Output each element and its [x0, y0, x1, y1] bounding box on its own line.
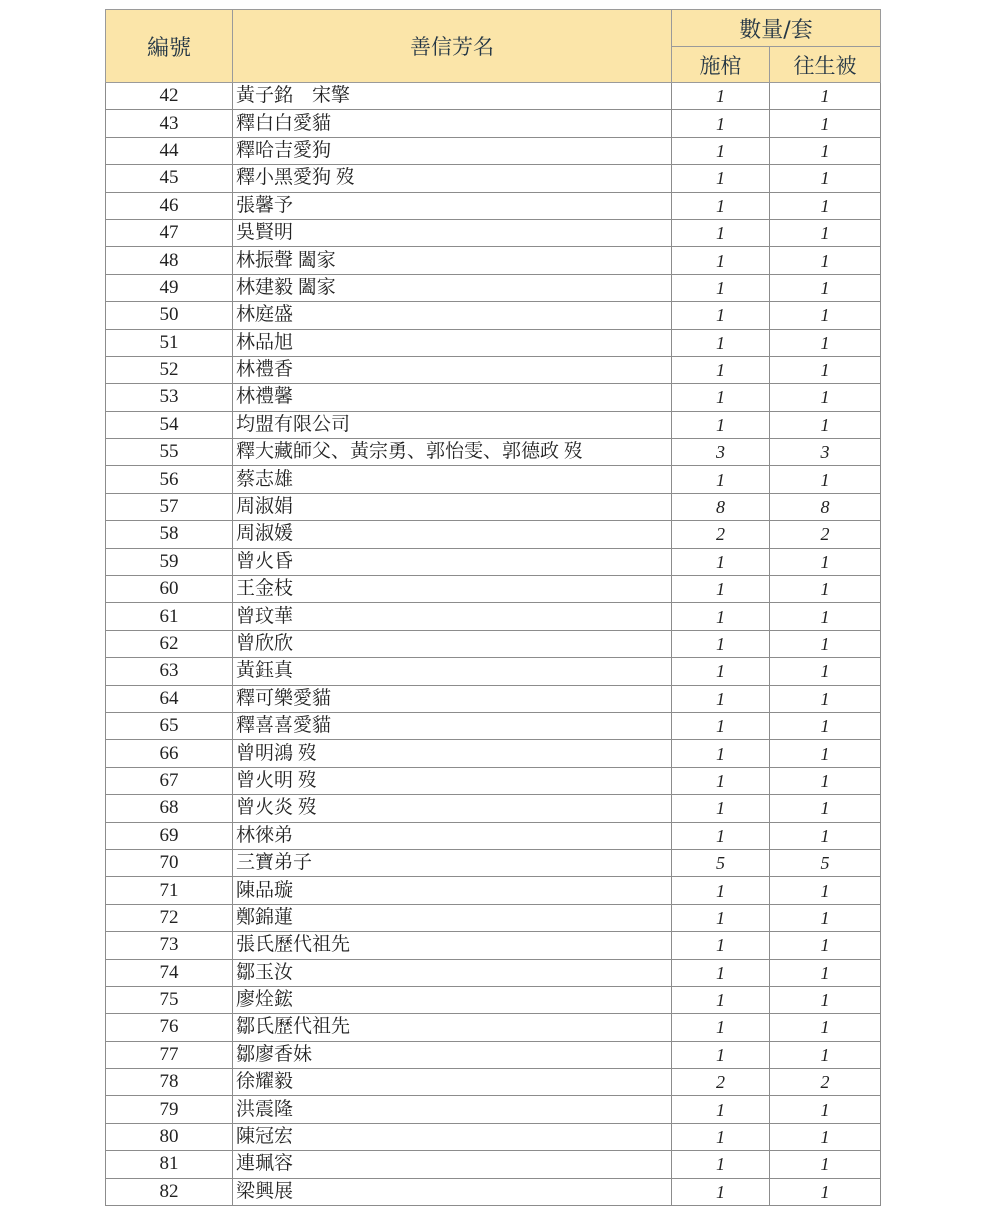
- row-donor-name: 曾火明 歿: [233, 767, 672, 794]
- row-number: 58: [106, 521, 233, 548]
- row-number: 77: [106, 1041, 233, 1068]
- row-number: 79: [106, 1096, 233, 1123]
- row-number: 52: [106, 356, 233, 383]
- row-number: 50: [106, 302, 233, 329]
- row-coffin-qty: 8: [672, 493, 770, 520]
- row-quilt-qty: 1: [770, 1151, 881, 1178]
- table-row: [106, 493, 881, 520]
- table-row: [106, 548, 881, 575]
- row-donor-name: 鄒氏歷代祖先: [233, 1014, 672, 1041]
- table-row: [106, 1069, 881, 1096]
- row-donor-name: 均盟有限公司: [233, 411, 672, 438]
- row-quilt-qty: 1: [770, 356, 881, 383]
- row-coffin-qty: 1: [672, 274, 770, 301]
- row-quilt-qty: 1: [770, 384, 881, 411]
- row-donor-name: 廖烇鋐: [233, 986, 672, 1013]
- row-coffin-qty: 1: [672, 795, 770, 822]
- row-donor-name: 洪震隆: [233, 1096, 672, 1123]
- table-row: [106, 192, 881, 219]
- row-number: 76: [106, 1014, 233, 1041]
- table-row: [106, 712, 881, 739]
- row-quilt-qty: 1: [770, 712, 881, 739]
- table-row: [106, 849, 881, 876]
- row-quilt-qty: 1: [770, 658, 881, 685]
- table-row: [106, 329, 881, 356]
- table-row: [106, 466, 881, 493]
- row-quilt-qty: 1: [770, 1014, 881, 1041]
- row-number: 68: [106, 795, 233, 822]
- row-coffin-qty: 1: [672, 904, 770, 931]
- table-row: [106, 1041, 881, 1068]
- row-quilt-qty: 1: [770, 986, 881, 1013]
- row-donor-name: 周淑媛: [233, 521, 672, 548]
- row-coffin-qty: 1: [672, 712, 770, 739]
- row-donor-name: 王金枝: [233, 576, 672, 603]
- table-row: [106, 83, 881, 110]
- row-coffin-qty: 1: [672, 466, 770, 493]
- row-number: 56: [106, 466, 233, 493]
- row-quilt-qty: 1: [770, 576, 881, 603]
- row-number: 45: [106, 165, 233, 192]
- row-coffin-qty: 1: [672, 384, 770, 411]
- row-coffin-qty: 1: [672, 1096, 770, 1123]
- row-number: 70: [106, 849, 233, 876]
- row-quilt-qty: 1: [770, 329, 881, 356]
- row-number: 62: [106, 630, 233, 657]
- row-donor-name: 陳品璇: [233, 877, 672, 904]
- row-coffin-qty: 1: [672, 630, 770, 657]
- row-donor-name: 蔡志雄: [233, 466, 672, 493]
- row-donor-name: 林品旭: [233, 329, 672, 356]
- row-coffin-qty: 1: [672, 740, 770, 767]
- header-number: 編號: [106, 10, 233, 83]
- row-number: 80: [106, 1123, 233, 1150]
- row-quilt-qty: 1: [770, 83, 881, 110]
- row-coffin-qty: 1: [672, 548, 770, 575]
- row-donor-name: 連珮容: [233, 1151, 672, 1178]
- row-number: 74: [106, 959, 233, 986]
- row-quilt-qty: 2: [770, 1069, 881, 1096]
- table-row: [106, 1014, 881, 1041]
- row-donor-name: 鄭錦蓮: [233, 904, 672, 931]
- row-number: 47: [106, 219, 233, 246]
- row-coffin-qty: 1: [672, 1178, 770, 1205]
- table-row: [106, 274, 881, 301]
- table-row: [106, 904, 881, 931]
- row-donor-name: 吳賢明: [233, 219, 672, 246]
- row-number: 57: [106, 493, 233, 520]
- table-row: [106, 302, 881, 329]
- row-number: 48: [106, 247, 233, 274]
- row-donor-name: 徐耀毅: [233, 1069, 672, 1096]
- row-donor-name: 林建毅 闔家: [233, 274, 672, 301]
- row-number: 69: [106, 822, 233, 849]
- row-coffin-qty: 1: [672, 986, 770, 1013]
- row-number: 59: [106, 548, 233, 575]
- row-coffin-qty: 1: [672, 302, 770, 329]
- table-row: [106, 685, 881, 712]
- row-quilt-qty: 1: [770, 411, 881, 438]
- row-coffin-qty: 1: [672, 1151, 770, 1178]
- row-quilt-qty: 1: [770, 165, 881, 192]
- row-coffin-qty: 1: [672, 959, 770, 986]
- table-row: [106, 521, 881, 548]
- table-row: [106, 110, 881, 137]
- table-row: [106, 795, 881, 822]
- row-donor-name: 周淑娟: [233, 493, 672, 520]
- row-donor-name: 曾欣欣: [233, 630, 672, 657]
- row-quilt-qty: 1: [770, 959, 881, 986]
- row-quilt-qty: 1: [770, 1178, 881, 1205]
- row-number: 46: [106, 192, 233, 219]
- table-row: [106, 576, 881, 603]
- row-donor-name: 林徠弟: [233, 822, 672, 849]
- row-number: 60: [106, 576, 233, 603]
- row-donor-name: 釋哈吉愛狗: [233, 137, 672, 164]
- row-donor-name: 釋大藏師父、黃宗勇、郭怡雯、郭德政 歿: [233, 439, 672, 466]
- table-row: [106, 658, 881, 685]
- header-donor-name: 善信芳名: [233, 10, 672, 83]
- row-quilt-qty: 1: [770, 110, 881, 137]
- row-quilt-qty: 1: [770, 877, 881, 904]
- row-number: 66: [106, 740, 233, 767]
- row-donor-name: 曾玟華: [233, 603, 672, 630]
- row-donor-name: 林禮香: [233, 356, 672, 383]
- row-coffin-qty: 1: [672, 576, 770, 603]
- table-row: [106, 247, 881, 274]
- table-header: [106, 10, 881, 83]
- table-row: [106, 1178, 881, 1205]
- row-coffin-qty: 2: [672, 1069, 770, 1096]
- row-quilt-qty: 1: [770, 302, 881, 329]
- row-quilt-qty: 1: [770, 1123, 881, 1150]
- table-row: [106, 630, 881, 657]
- row-donor-name: 黃鈺真: [233, 658, 672, 685]
- row-coffin-qty: 2: [672, 521, 770, 548]
- row-number: 44: [106, 137, 233, 164]
- table-row: [106, 1123, 881, 1150]
- row-quilt-qty: 1: [770, 1096, 881, 1123]
- table-row: [106, 932, 881, 959]
- row-donor-name: 鄒玉汝: [233, 959, 672, 986]
- row-coffin-qty: 1: [672, 83, 770, 110]
- row-number: 51: [106, 329, 233, 356]
- row-coffin-qty: 1: [672, 1014, 770, 1041]
- row-coffin-qty: 1: [672, 356, 770, 383]
- header-quantity-group: 數量/套: [672, 10, 881, 47]
- row-quilt-qty: 1: [770, 740, 881, 767]
- row-coffin-qty: 5: [672, 849, 770, 876]
- row-donor-name: 鄒廖香妹: [233, 1041, 672, 1068]
- table-row: [106, 822, 881, 849]
- row-donor-name: 釋喜喜愛貓: [233, 712, 672, 739]
- row-donor-name: 黃子銘 宋擎: [233, 83, 672, 110]
- row-quilt-qty: 1: [770, 603, 881, 630]
- row-coffin-qty: 1: [672, 1123, 770, 1150]
- row-coffin-qty: 1: [672, 219, 770, 246]
- row-quilt-qty: 1: [770, 192, 881, 219]
- row-quilt-qty: 1: [770, 685, 881, 712]
- row-quilt-qty: 1: [770, 904, 881, 931]
- row-quilt-qty: 1: [770, 1041, 881, 1068]
- row-number: 67: [106, 767, 233, 794]
- row-coffin-qty: 1: [672, 767, 770, 794]
- row-quilt-qty: 1: [770, 822, 881, 849]
- row-coffin-qty: 1: [672, 932, 770, 959]
- row-donor-name: 三寶弟子: [233, 849, 672, 876]
- row-donor-name: 釋白白愛貓: [233, 110, 672, 137]
- row-quilt-qty: 1: [770, 630, 881, 657]
- row-donor-name: 曾火炎 歿: [233, 795, 672, 822]
- row-coffin-qty: 1: [672, 329, 770, 356]
- row-quilt-qty: 5: [770, 849, 881, 876]
- row-coffin-qty: 1: [672, 247, 770, 274]
- row-quilt-qty: 1: [770, 795, 881, 822]
- row-quilt-qty: 1: [770, 548, 881, 575]
- row-donor-name: 釋可樂愛貓: [233, 685, 672, 712]
- row-number: 71: [106, 877, 233, 904]
- table-row: [106, 356, 881, 383]
- table-row: [106, 411, 881, 438]
- row-number: 78: [106, 1069, 233, 1096]
- row-donor-name: 林禮馨: [233, 384, 672, 411]
- row-number: 73: [106, 932, 233, 959]
- row-number: 65: [106, 712, 233, 739]
- row-quilt-qty: 1: [770, 767, 881, 794]
- header-burial-quilt: 往生被: [770, 47, 881, 83]
- table-row: [106, 439, 881, 466]
- table-row: [106, 877, 881, 904]
- row-number: 42: [106, 83, 233, 110]
- donor-table: [105, 9, 881, 1206]
- row-quilt-qty: 8: [770, 493, 881, 520]
- row-coffin-qty: 1: [672, 192, 770, 219]
- table-row: [106, 219, 881, 246]
- row-quilt-qty: 1: [770, 274, 881, 301]
- row-number: 64: [106, 685, 233, 712]
- row-coffin-qty: 1: [672, 658, 770, 685]
- table-row: [106, 1096, 881, 1123]
- row-quilt-qty: 1: [770, 247, 881, 274]
- row-number: 63: [106, 658, 233, 685]
- row-quilt-qty: 1: [770, 219, 881, 246]
- table-body: [106, 83, 881, 1206]
- row-donor-name: 張馨予: [233, 192, 672, 219]
- row-quilt-qty: 1: [770, 932, 881, 959]
- row-number: 55: [106, 439, 233, 466]
- row-coffin-qty: 1: [672, 1041, 770, 1068]
- row-coffin-qty: 1: [672, 165, 770, 192]
- row-number: 43: [106, 110, 233, 137]
- row-coffin-qty: 1: [672, 822, 770, 849]
- row-coffin-qty: 3: [672, 439, 770, 466]
- table-row: [106, 959, 881, 986]
- row-number: 81: [106, 1151, 233, 1178]
- row-coffin-qty: 1: [672, 110, 770, 137]
- row-number: 53: [106, 384, 233, 411]
- table-row: [106, 1151, 881, 1178]
- row-donor-name: 陳冠宏: [233, 1123, 672, 1150]
- table-row: [106, 603, 881, 630]
- table-row: [106, 137, 881, 164]
- row-donor-name: 釋小黑愛狗 歿: [233, 165, 672, 192]
- row-number: 61: [106, 603, 233, 630]
- row-donor-name: 梁興展: [233, 1178, 672, 1205]
- row-quilt-qty: 2: [770, 521, 881, 548]
- row-quilt-qty: 3: [770, 439, 881, 466]
- row-number: 82: [106, 1178, 233, 1205]
- row-quilt-qty: 1: [770, 137, 881, 164]
- table-row: [106, 165, 881, 192]
- row-number: 75: [106, 986, 233, 1013]
- row-donor-name: 曾火昏: [233, 548, 672, 575]
- header-coffin: 施棺: [672, 47, 770, 83]
- table-row: [106, 740, 881, 767]
- row-number: 72: [106, 904, 233, 931]
- row-number: 49: [106, 274, 233, 301]
- row-number: 54: [106, 411, 233, 438]
- row-donor-name: 曾明鴻 歿: [233, 740, 672, 767]
- row-coffin-qty: 1: [672, 603, 770, 630]
- table-row: [106, 767, 881, 794]
- row-quilt-qty: 1: [770, 466, 881, 493]
- table-row: [106, 986, 881, 1013]
- table-row: [106, 384, 881, 411]
- row-coffin-qty: 1: [672, 411, 770, 438]
- row-coffin-qty: 1: [672, 685, 770, 712]
- row-donor-name: 張氏歷代祖先: [233, 932, 672, 959]
- row-coffin-qty: 1: [672, 137, 770, 164]
- row-donor-name: 林振聲 闔家: [233, 247, 672, 274]
- row-donor-name: 林庭盛: [233, 302, 672, 329]
- row-coffin-qty: 1: [672, 877, 770, 904]
